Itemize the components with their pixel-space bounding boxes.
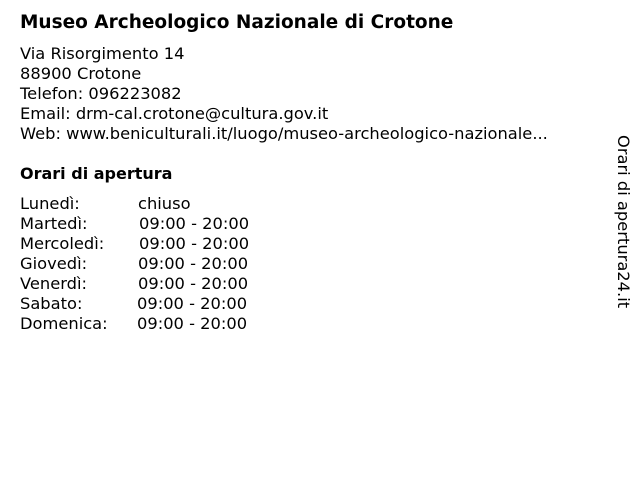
phone-number: Telefon: 096223082: [20, 84, 182, 103]
time-value: 09:00 - 20:00: [139, 214, 250, 233]
website-link[interactable]: Web: www.beniculturali.it/luogo/museo-archeologico-nazionale...: [20, 124, 548, 143]
day-label: Lunedì:: [20, 194, 80, 213]
day-label: Sabato:: [20, 294, 83, 313]
time-value: 09:00 - 20:00: [137, 294, 248, 313]
email-address: Email: drm-cal.crotone@cultura.gov.it: [20, 104, 329, 123]
site-watermark: [612, 135, 636, 311]
address-block: [20, 44, 548, 144]
time-value: 09:00 - 20:00: [137, 314, 248, 333]
opening-hours-heading: Orari di apertura: [20, 164, 173, 183]
time-value: 09:00 - 20:00: [138, 274, 249, 293]
day-label: Martedì:: [20, 214, 88, 233]
day-label: Mercoledì:: [20, 234, 105, 253]
time-value: 09:00 - 20:00: [139, 234, 250, 253]
time-value: chiuso: [138, 194, 191, 213]
address-street: Via Risorgimento 14: [20, 44, 185, 63]
day-label: Giovedì:: [20, 254, 88, 273]
address-city: 88900 Crotone: [20, 64, 142, 83]
day-label: Venerdì:: [20, 274, 87, 293]
site-watermark-text: Orari di apertura24.it: [614, 135, 633, 309]
page-title: Museo Archeologico Nazionale di Crotone: [20, 12, 454, 33]
time-value: 09:00 - 20:00: [138, 254, 249, 273]
day-label: Domenica:: [20, 314, 108, 333]
